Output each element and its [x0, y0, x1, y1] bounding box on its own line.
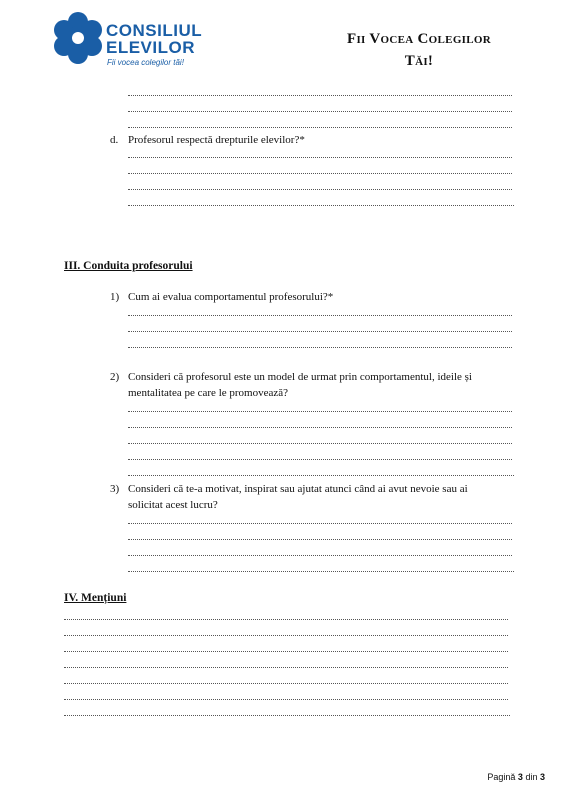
answer-line[interactable] [128, 188, 512, 190]
page-prefix: Pagină [487, 772, 516, 782]
answer-line[interactable] [128, 126, 512, 128]
question-number: 3) [110, 483, 120, 495]
answer-line[interactable] [64, 666, 508, 668]
answer-line[interactable] [64, 682, 508, 684]
answer-line[interactable] [128, 346, 512, 348]
logo-text-elevilor: ELEVILOR [106, 38, 196, 57]
slogan-line-2: Tăi! [404, 53, 434, 69]
flower-logo-icon [50, 10, 106, 66]
answer-line[interactable] [128, 522, 512, 524]
question-text: Consideri că profesorul este un model de urmat prin comportamentul, ideile și [128, 371, 472, 383]
answer-line[interactable] [128, 538, 512, 540]
section-title: IV. Mențiuni [64, 592, 127, 604]
answer-line[interactable] [128, 330, 512, 332]
question-text: Profesorul respectă drepturile elevilor?* [128, 134, 305, 146]
header-slogan [319, 28, 519, 72]
answer-line[interactable] [64, 714, 510, 716]
total-pages: 3 [539, 772, 545, 782]
answer-line[interactable] [128, 156, 512, 158]
question-number: 2) [110, 371, 120, 383]
answer-line[interactable] [128, 94, 512, 96]
page-middle: din [525, 772, 538, 782]
answer-line[interactable] [128, 410, 512, 412]
question-text: Cum ai evalua comportamentul profesorului?* [128, 291, 334, 303]
question-text: solicitat acest lucru? [128, 499, 218, 511]
answer-line[interactable] [64, 698, 508, 700]
answer-line[interactable] [128, 458, 512, 460]
question-number: 1) [110, 291, 120, 303]
slogan-line-1: Fii Vocea Colegilor [346, 31, 491, 47]
logo-tagline: Fii vocea colegilor tăi! [107, 58, 184, 67]
answer-line[interactable] [64, 650, 508, 652]
answer-line[interactable] [128, 426, 512, 428]
answer-line[interactable] [128, 442, 512, 444]
page-number [487, 772, 545, 782]
answer-line[interactable] [128, 204, 514, 206]
answer-line[interactable] [128, 110, 512, 112]
answer-line[interactable] [128, 314, 512, 316]
answer-line[interactable] [128, 172, 512, 174]
answer-line[interactable] [128, 570, 514, 572]
question-text: Consideri că te-a motivat, inspirat sau ajutat atunci când ai avut nevoie sau ai [128, 483, 468, 495]
logo-text-consiliul: CONSILIUL [106, 21, 203, 40]
answer-line[interactable] [128, 474, 514, 476]
answer-line[interactable] [128, 554, 512, 556]
question-number: d. [110, 134, 119, 146]
current-page: 3 [517, 772, 523, 782]
section-title: III. Conduita profesorului [64, 260, 193, 272]
answer-line[interactable] [64, 618, 508, 620]
consiliul-elevilor-logo [50, 10, 210, 72]
question-text: mentalitatea pe care le promovează? [128, 387, 289, 399]
answer-line[interactable] [64, 634, 508, 636]
